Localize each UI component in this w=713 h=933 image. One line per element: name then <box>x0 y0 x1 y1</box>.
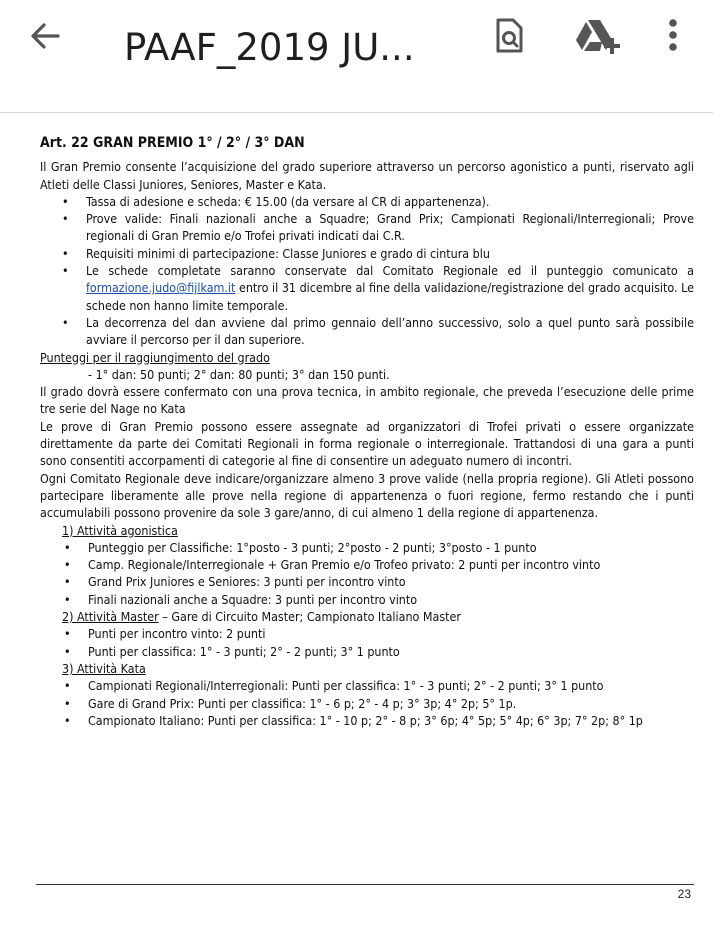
document-page <box>0 113 713 933</box>
find-in-document-button[interactable] <box>492 16 526 61</box>
footer-divider <box>36 884 694 885</box>
document-title: PAAF_2019 JU... <box>124 26 415 69</box>
back-arrow-icon <box>24 18 68 54</box>
list-item: • Grand Prix Juniores e Seniores: 3 punti per incontro vinto <box>88 573 694 590</box>
search-doc-icon <box>492 16 526 56</box>
paragraph: Le prove di Gran Premio possono essere assegnate ad organizzatori di Trofei privati o essere organizzate direttamente da parte dei Comitati Regionali in forma regionale o interregionale. Trattandosi di una gara a punti sono consentiti accorpamenti di categorie al fine di consentire un adeguato numero di incontri. <box>40 418 694 469</box>
list-item: • Camp. Regionale/Interregionale + Gran Premio e/o Trofeo privato: 2 punti per incontro vinto <box>88 556 694 573</box>
master-list <box>40 625 694 660</box>
list-item: • Requisiti minimi di partecipazione: Classe Juniores e grado di cintura blu <box>86 245 694 262</box>
requirements-list <box>40 193 694 349</box>
page-number: 23 <box>677 887 691 901</box>
list-item: • Punti per classifica: 1° - 3 punti; 2° - 2 punti; 3° 1 punto <box>88 643 694 660</box>
list-item: • Campionato Italiano: Punti per classifica: 1° - 10 p; 2° - 8 p; 3° 6p; 4° 5p; 5° 4p; 6° 3p; 7° 2p; 8° 1p <box>88 712 694 729</box>
paragraph: Il grado dovrà essere confermato con una prova tecnica, in ambito regionale, che preveda l’esecuzione delle prime tre serie del Nage no Kata <box>40 384 694 417</box>
list-item: • Gare di Grand Prix: Punti per classifica: 1° - 6 p; 2° - 4 p; 3° 3p; 4° 2p; 5° 1p. <box>88 695 694 712</box>
section-heading-kata: 3) Attività Kata <box>62 660 146 676</box>
drive-add-icon <box>574 16 620 56</box>
back-button[interactable] <box>24 18 68 54</box>
kata-list <box>40 677 694 729</box>
list-item: • La decorrenza del dan avviene dal primo gennaio dell’anno successivo, solo a quel punto sarà possibile avviare il percorso per il dan superiore. <box>86 314 694 349</box>
list-item: • Punti per incontro vinto: 2 punti <box>88 625 694 642</box>
punteggi-heading: Punteggi per il raggiungimento del grado <box>40 349 270 365</box>
list-item: • Prove valide: Finali nazionali anche a Squadre; Grand Prix; Campionati Regionali/Interregionali; Prove regionali di Gran Premio e/o Trofei privati indicati dai C.R. <box>86 210 694 245</box>
schede-text-post: entro il 31 dicembre al fine della validazione/registrazione del grado acquisito. Le schede non hanno limite temporale. <box>86 280 694 313</box>
intro-paragraph: Il Gran Premio consente l’acquisizione del grado superiore attraverso un percorso agonistico a punti, riservato agli Atleti delle Classi Juniores, Seniores, Master e Kata. <box>40 159 694 192</box>
punteggi-line: - 1° dan: 50 punti; 2° dan: 80 punti; 3° dan 150 punti. <box>88 366 390 382</box>
schede-text-pre: Le schede completate saranno conservate dal Comitato Regionale ed il punteggio comunicato a <box>86 263 694 279</box>
email-link[interactable]: formazione.judo@fijlkam.it <box>86 280 236 296</box>
more-options-button[interactable] <box>660 16 686 61</box>
list-item: • Tassa di adesione e scheda: € 15.00 (da versare al CR di appartenenza). <box>86 193 694 210</box>
section-heading-master: 2) Attività Master – Gare di Circuito Master; Campionato Italiano Master <box>62 609 461 625</box>
page-content <box>40 135 694 729</box>
list-item: • Campionati Regionali/Interregionali: Punti per classifica: 1° - 3 punti; 2° - 2 punti; 3° 1 punto <box>88 677 694 694</box>
agonistica-list <box>40 539 694 608</box>
top-app-bar <box>0 0 713 113</box>
list-item: • Punteggio per Classifiche: 1°posto - 3 punti; 2°posto - 2 punti; 3°posto - 1 punto <box>88 539 694 556</box>
add-to-drive-button[interactable] <box>574 16 620 61</box>
section-heading-agonistica: 1) Attività agonistica <box>62 522 178 538</box>
list-item: • Finali nazionali anche a Squadre: 3 punti per incontro vinto <box>88 591 694 608</box>
more-vert-icon <box>660 16 686 56</box>
paragraph: Ogni Comitato Regionale deve indicare/organizzare almeno 3 prove valide (nella propria regione). Gli Atleti possono partecipare liberamente alle prove nella regione di appartenenza o fuori regione, fermo restando che i punti accumulabili possono provenire da sole 3 gare/anno, di cui almeno 1 della regione di appartenenza. <box>40 470 694 521</box>
article-title: Art. 22 GRAN PREMIO 1° / 2° / 3° DAN <box>40 135 305 151</box>
list-item <box>86 262 694 314</box>
